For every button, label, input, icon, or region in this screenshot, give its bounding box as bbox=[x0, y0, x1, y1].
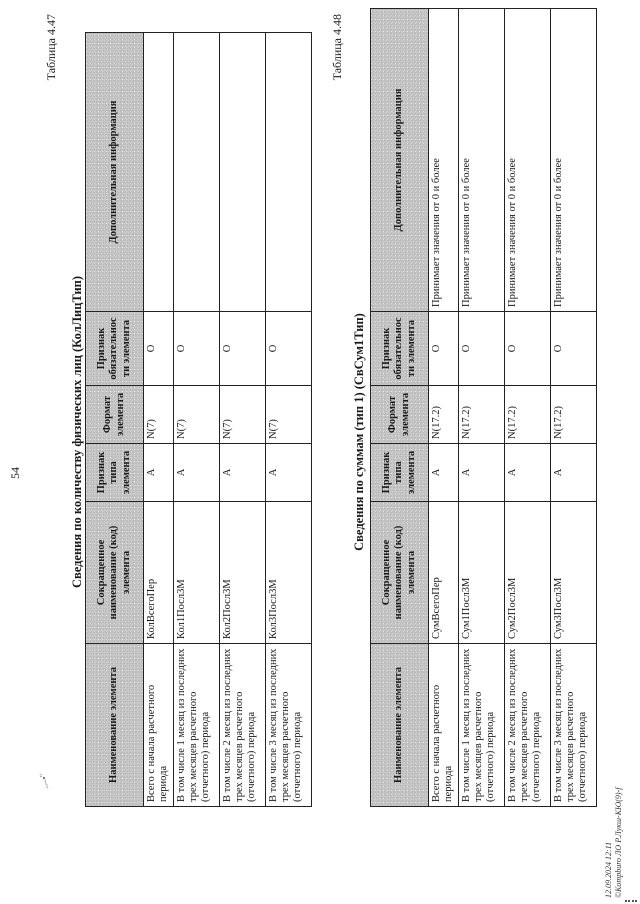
header-short-name: Сокращенное наименование (код) элемента bbox=[371, 502, 429, 644]
cell-short-name: СумВсегоПер bbox=[429, 502, 459, 644]
margin-marks bbox=[625, 890, 637, 902]
table-2-title: Сведения по суммам (тип 1) (СвСум1Тип) bbox=[352, 313, 366, 551]
header-required-flag: Признак обязательности элемента bbox=[371, 312, 429, 386]
cell-format: N(17.2) bbox=[505, 386, 551, 444]
header-type-flag: Признак типа элемента bbox=[371, 444, 429, 502]
cell-format: N(17.2) bbox=[551, 386, 597, 444]
cell-type-flag: А bbox=[266, 444, 312, 502]
cell-element-name: Всего с начала расчетного периода bbox=[144, 644, 174, 807]
cell-short-name: КолВсегоПер bbox=[144, 502, 174, 644]
cell-element-name: В том числе 1 месяц из последних трех месяцев расчетного (отчетного) периода bbox=[174, 644, 220, 807]
cell-short-name: Кол2Посл3М bbox=[220, 502, 266, 644]
table-row bbox=[144, 33, 174, 807]
table-1-title: Сведения по количеству физических лиц (КолЛицТип) bbox=[70, 275, 84, 589]
print-stamp-source: ©Kompburo ЛО Р.Лукш-КЮ(9)-f bbox=[614, 787, 623, 898]
cell-additional-info bbox=[220, 33, 266, 312]
header-additional-info: Дополнительная информация bbox=[86, 33, 144, 312]
cell-element-name: В том числе 3 месяц из последних трех месяцев расчетного (отчетного) периода bbox=[551, 644, 597, 807]
table-row bbox=[429, 9, 459, 807]
cell-element-name: В том числе 2 месяц из последних трех месяцев расчетного (отчетного) периода bbox=[505, 644, 551, 807]
print-stamp bbox=[604, 788, 624, 899]
scan-mark: ~~•'' bbox=[37, 771, 53, 791]
header-short-name: Сокращенное наименование (код) элемента bbox=[86, 502, 144, 644]
cell-required-flag: О bbox=[220, 312, 266, 386]
cell-element-name: В том числе 3 месяц из последних трех месяцев расчетного (отчетного) периода bbox=[266, 644, 312, 807]
table-row bbox=[505, 9, 551, 807]
cell-additional-info bbox=[174, 33, 220, 312]
cell-type-flag: А bbox=[429, 444, 459, 502]
cell-type-flag: А bbox=[144, 444, 174, 502]
cell-required-flag: О bbox=[429, 312, 459, 386]
cell-additional-info bbox=[266, 33, 312, 312]
cell-short-name: Кол3Посл3М bbox=[266, 502, 312, 644]
cell-required-flag: О bbox=[551, 312, 597, 386]
table-row bbox=[551, 9, 597, 807]
header-type-flag: Признак типа элемента bbox=[86, 444, 144, 502]
cell-format: N(7) bbox=[220, 386, 266, 444]
cell-required-flag: О bbox=[144, 312, 174, 386]
page-number: 54 bbox=[8, 467, 22, 479]
cell-short-name: Сум2Посл3М bbox=[505, 502, 551, 644]
header-format: Формат элемента bbox=[86, 386, 144, 444]
table-2-header-row bbox=[371, 9, 429, 807]
cell-format: N(7) bbox=[144, 386, 174, 444]
header-element-name: Наименование элемента bbox=[371, 644, 429, 807]
cell-element-name: В том числе 2 месяц из последних трех месяцев расчетного (отчетного) периода bbox=[220, 644, 266, 807]
cell-additional-info bbox=[144, 33, 174, 312]
table-row bbox=[266, 33, 312, 807]
cell-required-flag: О bbox=[505, 312, 551, 386]
header-format: Формат элемента bbox=[371, 386, 429, 444]
cell-format: N(7) bbox=[174, 386, 220, 444]
cell-type-flag: А bbox=[551, 444, 597, 502]
table-row bbox=[220, 33, 266, 807]
cell-short-name: Сум1Посл3М bbox=[459, 502, 505, 644]
header-required-flag: Признак обязательности элемента bbox=[86, 312, 144, 386]
cell-format: N(7) bbox=[266, 386, 312, 444]
cell-required-flag: О bbox=[266, 312, 312, 386]
cell-format: N(17.2) bbox=[459, 386, 505, 444]
table-1 bbox=[85, 32, 312, 807]
cell-type-flag: А bbox=[505, 444, 551, 502]
cell-type-flag: А bbox=[459, 444, 505, 502]
cell-type-flag: А bbox=[174, 444, 220, 502]
cell-required-flag: О bbox=[459, 312, 505, 386]
cell-format: N(17.2) bbox=[429, 386, 459, 444]
cell-required-flag: О bbox=[174, 312, 220, 386]
cell-type-flag: А bbox=[220, 444, 266, 502]
table-1-header-row bbox=[86, 33, 144, 807]
cell-additional-info: Принимает значения от 0 и более bbox=[459, 9, 505, 312]
header-element-name: Наименование элемента bbox=[86, 644, 144, 807]
table-row bbox=[459, 9, 505, 807]
table-2 bbox=[370, 8, 597, 807]
cell-short-name: Сум3Посл3М bbox=[551, 502, 597, 644]
cell-additional-info: Принимает значения от 0 и более bbox=[429, 9, 459, 312]
header-additional-info: Дополнительная информация bbox=[371, 9, 429, 312]
table-2-label: Таблица 4.48 bbox=[330, 14, 344, 81]
cell-additional-info: Принимает значения от 0 и более bbox=[505, 9, 551, 312]
cell-element-name: В том числе 1 месяц из последних трех месяцев расчетного (отчетного) периода bbox=[459, 644, 505, 807]
cell-additional-info: Принимает значения от 0 и более bbox=[551, 9, 597, 312]
table-1-label: Таблица 4.47 bbox=[44, 14, 58, 81]
table-row bbox=[174, 33, 220, 807]
cell-short-name: Кол1Посл3М bbox=[174, 502, 220, 644]
cell-element-name: Всего с начала расчетного периода bbox=[429, 644, 459, 807]
print-stamp-date: 12.09.2024 12:11 bbox=[604, 841, 613, 898]
